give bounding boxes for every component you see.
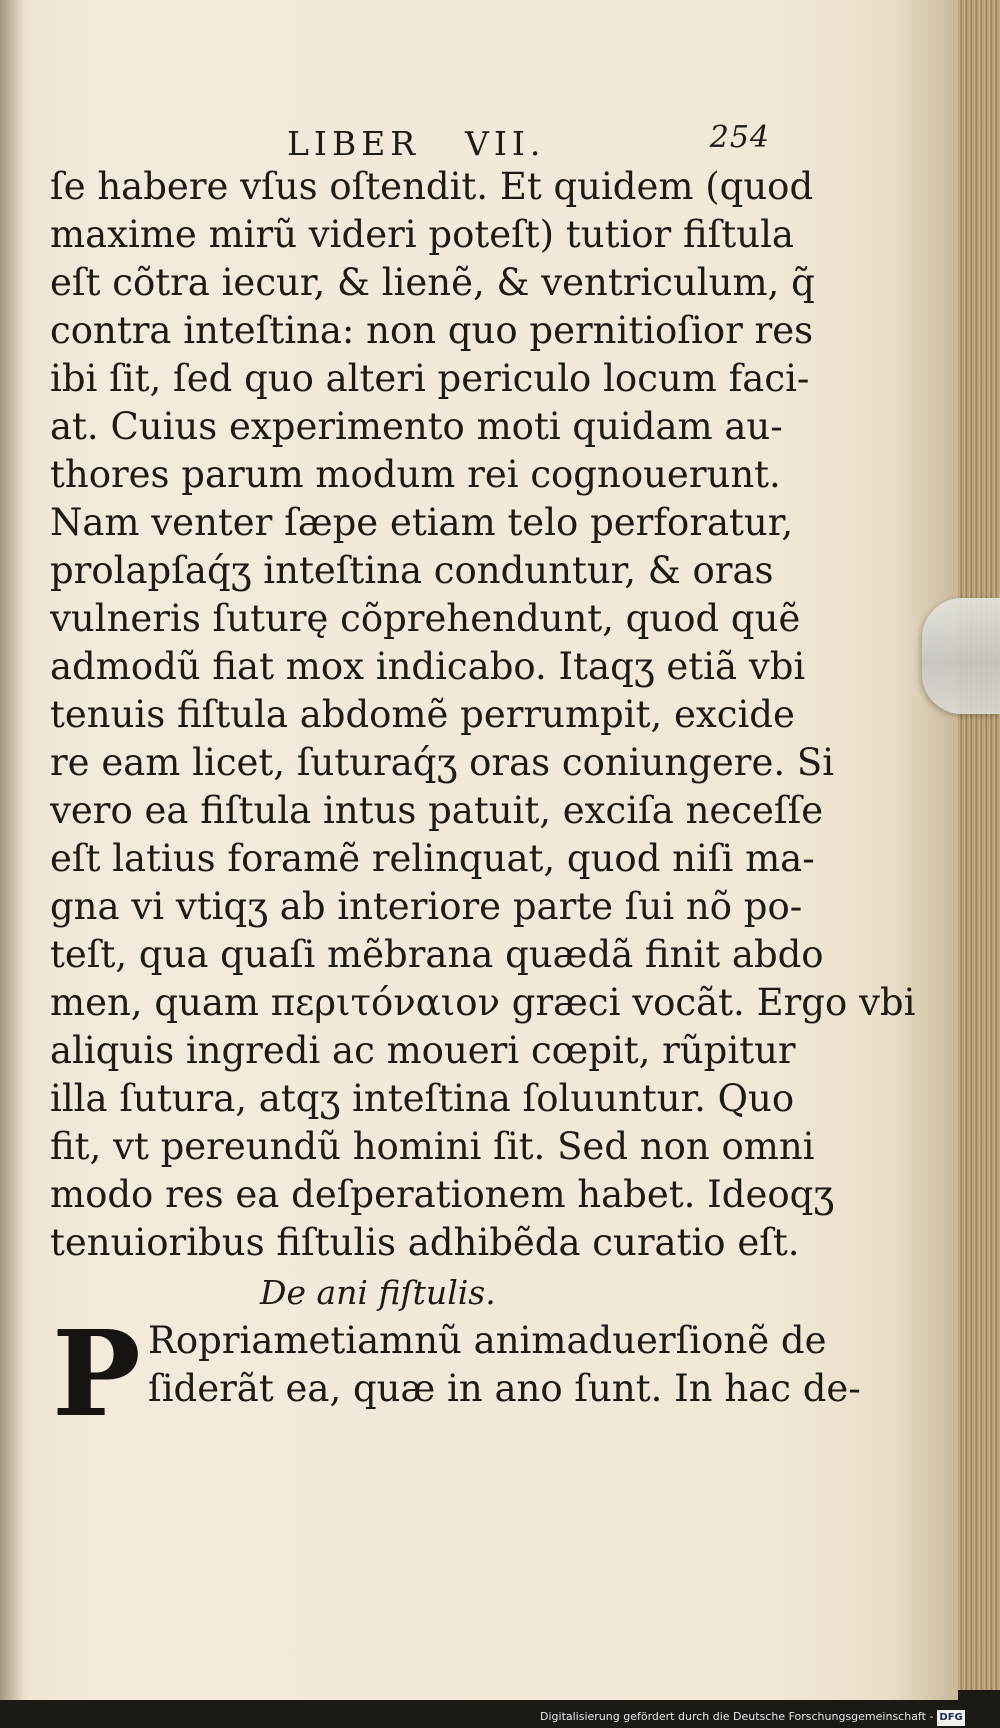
dfg-logo: DFG — [937, 1710, 964, 1726]
page-edges — [958, 0, 1000, 1690]
text-line: Ropriametiamnũ animaduerſionẽ de — [148, 1319, 827, 1362]
main-text-block — [50, 163, 916, 1267]
text-line: Nam venter ſæpe etiam telo perforatur, — [50, 501, 794, 544]
text-line: maxime mirũ videri poteſt) tutior fiſtula — [50, 213, 794, 256]
text-line: men, quam περιτόναιον græci vocãt. Ergo vbi — [50, 981, 916, 1024]
folio-number: 254 — [709, 120, 770, 155]
text-line: gna vi vtiqʒ ab interiore parte ſui nõ po- — [50, 885, 803, 928]
text-line: re eam licet, ſuturaq́ʒ oras coniungere. Si — [50, 741, 835, 784]
header-chapter-number: VII. — [465, 124, 546, 163]
text-line: fit, vt pereundũ homini ſit. Sed non omni — [50, 1125, 815, 1168]
text-line: illa ſutura, atqʒ inteſtina ſoluuntur. Quo — [50, 1077, 795, 1120]
text-line: prolapſaq́ʒ inteſtina conduntur, & oras — [50, 549, 774, 592]
text-line: tenuis fiſtula abdomẽ perrumpit, excide — [50, 693, 795, 736]
text-line: vulneris ſuturę cõprehendunt, quod quẽ — [50, 597, 801, 640]
text-line: eſt cõtra iecur, & lienẽ, & ventriculum, q̃ — [50, 261, 815, 304]
section-text-block — [148, 1316, 861, 1412]
page-clip — [922, 598, 1000, 714]
text-line: contra inteſtina: non quo pernitioſior res — [50, 309, 814, 352]
decorated-initial: P — [52, 1304, 141, 1443]
text-line: admodũ fiat mox indicabo. Itaqʒ etiã vbi — [50, 645, 806, 688]
text-line: thores parum modum rei cognouerunt. — [50, 453, 781, 496]
text-line: ibi ſit, ſed quo alteri periculo locum faci- — [50, 357, 810, 400]
text-line: teſt, qua quaſi mẽbrana quædã finit abdo — [50, 933, 824, 976]
text-line: modo res ea deſperationem habet. Ideoqʒ — [50, 1173, 835, 1216]
text-line: at. Cuius experimento moti quidam au- — [50, 405, 783, 448]
text-line: ſe habere vſus oſtendit. Et quidem (quod — [50, 165, 814, 208]
text-line: aliquis ingredi ac moueri cœpit, rũpitur — [50, 1029, 796, 1072]
text-line: vero ea fiſtula intus patuit, exciſa neceſſe — [50, 789, 824, 832]
text-line: ſiderãt ea, quæ in ano ſunt. In hac de- — [148, 1367, 861, 1410]
text-line: eſt latius foramẽ relinquat, quod niſi ma- — [50, 837, 815, 880]
gutter-shadow — [0, 0, 24, 1700]
header-book-label: LIBER — [287, 124, 421, 163]
credit-text: Digitalisierung gefördert durch die Deutsche Forschungsgemeinschaft - — [540, 1710, 934, 1723]
section-heading: De ani fiſtulis. — [260, 1273, 496, 1312]
digitization-credit — [540, 1709, 965, 1725]
text-line: tenuioribus fiſtulis adhibẽda curatio eſt. — [50, 1221, 800, 1264]
